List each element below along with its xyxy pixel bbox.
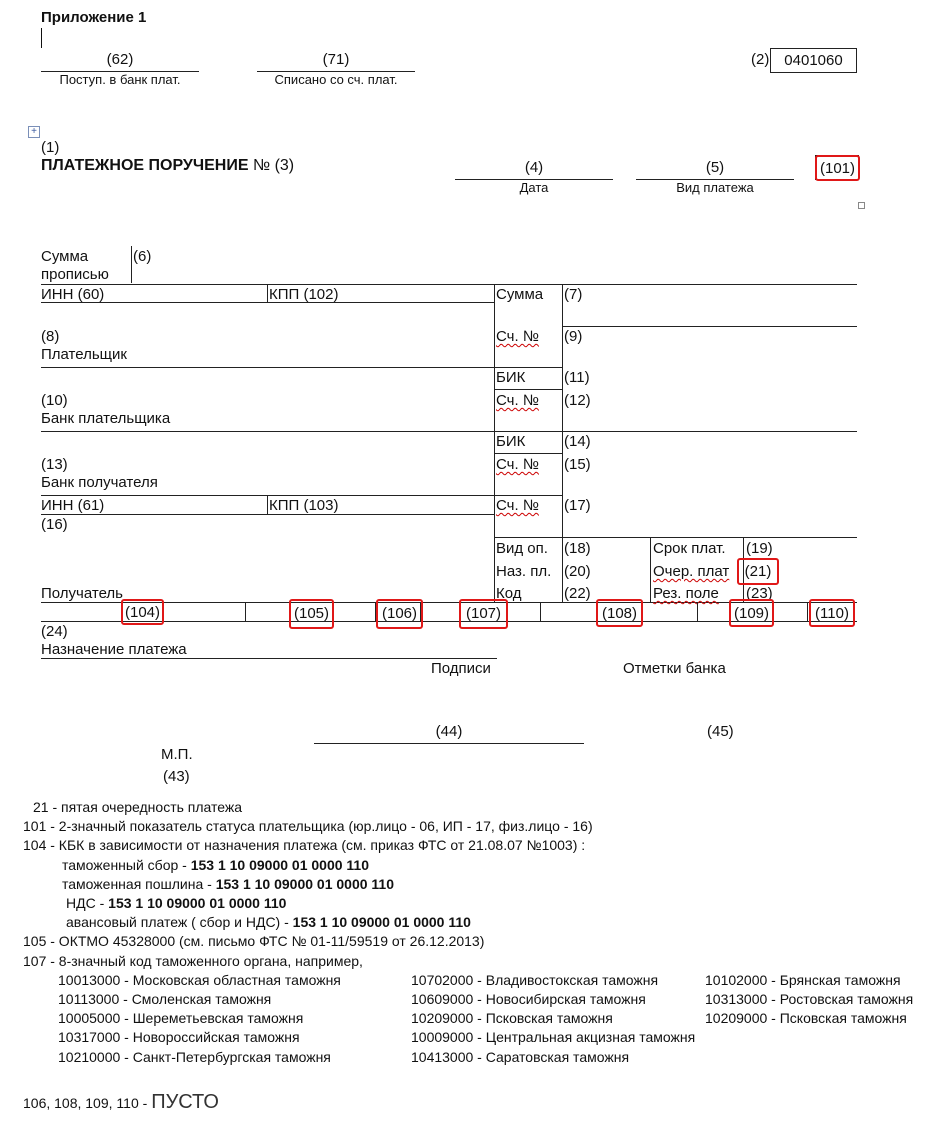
grid-line — [807, 602, 808, 621]
inn-61: ИНН (61) — [41, 497, 105, 514]
form-code-box: 0401060 — [770, 48, 857, 73]
grid-line — [245, 602, 246, 621]
field-101-highlight: (101) — [815, 155, 860, 181]
resize-handle-icon[interactable] — [858, 202, 865, 209]
pay-term-label: Срок плат. — [653, 540, 726, 557]
grid-line — [697, 602, 698, 621]
grid-line — [41, 495, 562, 496]
priority-label: Очер. плат — [653, 563, 730, 580]
grid-line — [41, 431, 857, 432]
grid-line — [41, 367, 562, 368]
customs-duty-code: 153 1 10 09000 01 0000 110 — [215, 876, 395, 892]
customs-item: 10413000 - Саратовская таможня — [411, 1049, 630, 1065]
payee-bank-label: Банк получателя — [41, 474, 158, 491]
grid-line — [41, 658, 497, 659]
field-108-highlight: (108) — [596, 599, 643, 627]
grid-line — [41, 514, 494, 515]
field-12: (12) — [564, 392, 591, 409]
text-cursor — [41, 28, 42, 48]
account-label-1: Сч. № — [496, 328, 539, 345]
empty-word: ПУСТО — [151, 1091, 219, 1113]
field-8: (8) — [41, 328, 60, 345]
empty-fields-prefix: 106, 108, 109, 110 - — [23, 1095, 152, 1111]
field-6: (6) — [133, 248, 152, 265]
field-11: (11) — [564, 369, 590, 386]
customs-fee-code: 153 1 10 09000 01 0000 110 — [190, 857, 370, 873]
divider — [131, 246, 132, 283]
field-2: (2) — [751, 51, 770, 68]
purpose-label: Назначение платежа — [41, 641, 187, 658]
advance-label: авансовый платеж ( сбор и НДС) - — [66, 914, 293, 930]
grid-line — [540, 602, 541, 621]
field-9: (9) — [564, 328, 583, 345]
payer-bank-label: Банк плательщика — [41, 410, 171, 427]
grid-line — [494, 284, 495, 602]
field-22: (22) — [564, 585, 591, 602]
customs-item: 10102000 - Брянская таможня — [705, 972, 901, 988]
kpp-102: КПП (102) — [269, 286, 339, 303]
customs-item: 10210000 - Санкт-Петербургская таможня — [58, 1049, 331, 1065]
customs-item: 10005000 - Шереметьевская таможня — [58, 1010, 304, 1026]
grid-line — [494, 389, 562, 390]
field-7: (7) — [564, 286, 583, 303]
grid-line — [267, 495, 268, 514]
customs-item: 10609000 - Новосибирская таможня — [411, 991, 646, 1007]
field-104-highlight: (104) — [121, 599, 164, 625]
field-109-highlight: (109) — [729, 599, 774, 627]
field-110-highlight: (110) — [809, 599, 855, 627]
customs-item: 10009000 - Центральная акцизная таможня — [411, 1029, 696, 1045]
kpp-103: КПП (103) — [269, 497, 339, 514]
bank-marks-label: Отметки банка — [623, 660, 726, 677]
op-type-label: Вид оп. — [496, 540, 548, 557]
field-1: (1) — [41, 139, 60, 156]
order-number: № (3) — [252, 157, 295, 174]
note-105: 105 - ОКТМО 45328000 (см. письмо ФТС № 01-11/59519 от 26.12.2013) — [23, 933, 485, 949]
purpose-code-label: Наз. пл. — [496, 563, 552, 580]
account-label-3: Сч. № — [496, 456, 539, 473]
field-15: (15) — [564, 456, 591, 473]
field-71: (71) — [322, 51, 350, 68]
note-107: 107 - 8-значный код таможенного органа, например, — [23, 953, 363, 969]
vat-label: НДС - — [66, 895, 109, 911]
customs-duty-label: таможенная пошлина - — [62, 876, 216, 892]
note-21: 21 - пятая очередность платежа — [33, 799, 243, 815]
field-21-highlight: (21) — [737, 558, 779, 585]
grid-line — [562, 326, 857, 327]
advance-code: 153 1 10 09000 01 0000 110 — [292, 914, 471, 930]
field-107-highlight: (107) — [459, 599, 508, 629]
field-45: (45) — [707, 723, 734, 740]
field-106-highlight: (106) — [376, 599, 423, 629]
field-5: (5) — [705, 159, 725, 176]
grid-line — [267, 284, 268, 302]
field-23: (23) — [746, 585, 773, 602]
table-move-handle-icon[interactable]: + — [28, 126, 40, 138]
field-24: (24) — [41, 623, 68, 640]
grid-line — [494, 453, 562, 454]
field-13: (13) — [41, 456, 68, 473]
vat-code: 153 1 10 09000 01 0000 110 — [108, 895, 287, 911]
bik-label-2: БИК — [496, 433, 526, 450]
customs-item: 10209000 - Псковская таможня — [411, 1010, 613, 1026]
signature-line — [314, 743, 584, 744]
stamp-place-label: М.П. — [161, 746, 193, 763]
sum-words-label-1: Сумма — [41, 248, 89, 265]
appendix-title: Приложение 1 — [41, 9, 147, 26]
field-62: (62) — [106, 51, 134, 68]
payment-type-label: Вид платежа — [676, 180, 754, 195]
note-104: 104 - КБК в зависимости от назначения платежа (см. приказ ФТС от 21.08.07 №1003) : — [23, 837, 586, 853]
sum-label: Сумма — [496, 286, 544, 303]
grid-line — [41, 284, 857, 285]
field-4: (4) — [524, 159, 544, 176]
customs-item: 10702000 - Владивостокская таможня — [411, 972, 659, 988]
field-14: (14) — [564, 433, 591, 450]
grid-line — [650, 537, 651, 602]
grid-line — [562, 284, 563, 602]
grid-line — [41, 302, 494, 303]
signatures-label: Подписи — [431, 660, 491, 677]
account-label-4: Сч. № — [496, 497, 539, 514]
field-62-label: Поступ. в банк плат. — [59, 72, 181, 87]
bik-label-1: БИК — [496, 369, 526, 386]
field-71-label: Списано со сч. плат. — [274, 72, 398, 87]
sum-words-label-2: прописью — [41, 266, 109, 283]
reserve-field-label: Рез. поле — [653, 585, 719, 602]
grid-line — [494, 537, 857, 538]
note-101: 101 - 2-значный показатель статуса плательщика (юр.лицо - 06, ИП - 17, физ.лицо - 16) — [23, 818, 593, 834]
field-44: (44) — [435, 723, 463, 740]
field-10: (10) — [41, 392, 68, 409]
order-title: ПЛАТЕЖНОЕ ПОРУЧЕНИЕ — [41, 157, 249, 174]
field-43: (43) — [163, 768, 190, 785]
date-label: Дата — [519, 180, 549, 195]
payee-label: Получатель — [41, 585, 123, 602]
customs-item: 10209000 - Псковская таможня — [705, 1010, 907, 1026]
payer-label: Плательщик — [41, 346, 127, 363]
customs-item: 10013000 - Московская областная таможня — [58, 972, 341, 988]
account-label-2: Сч. № — [496, 392, 539, 409]
field-19: (19) — [746, 540, 773, 557]
field-16: (16) — [41, 516, 68, 533]
field-20: (20) — [564, 563, 591, 580]
field-17: (17) — [564, 497, 591, 514]
inn-60: ИНН (60) — [41, 286, 105, 303]
customs-item: 10313000 - Ростовская таможня — [705, 991, 914, 1007]
code-label: Код — [496, 585, 522, 602]
field-18: (18) — [564, 540, 591, 557]
customs-item: 10113000 - Смоленская таможня — [58, 991, 272, 1007]
field-105-highlight: (105) — [289, 599, 334, 629]
customs-fee-label: таможенный сбор - — [62, 857, 191, 873]
customs-item: 10317000 - Новороссийская таможня — [58, 1029, 300, 1045]
